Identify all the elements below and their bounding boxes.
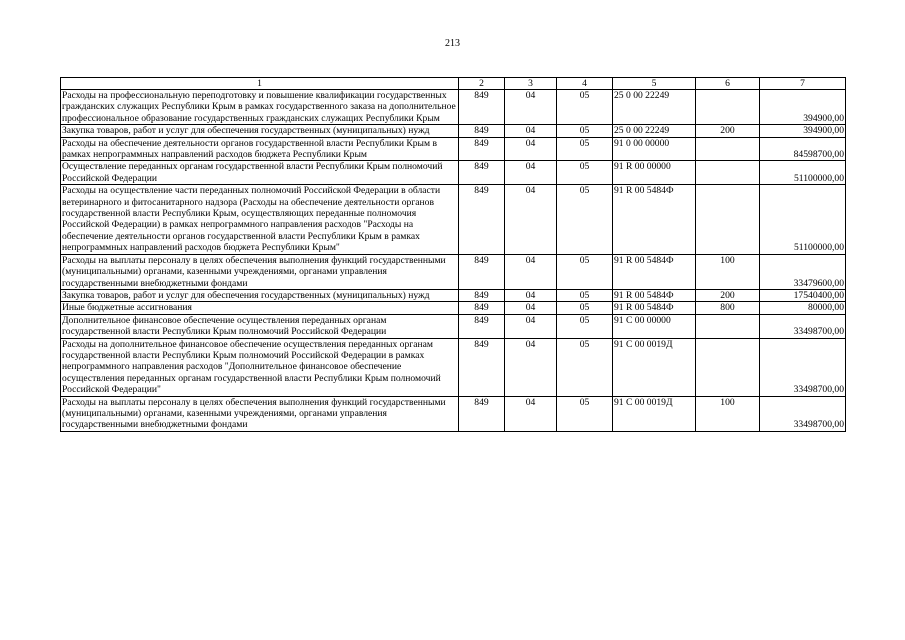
row-name-cell: Закупка товаров, работ и услуг для обеспечения государственных (муниципальных) нужд xyxy=(61,289,459,301)
expense-type-cell xyxy=(696,185,760,254)
table-row xyxy=(61,137,846,161)
subsection-code-cell: 05 xyxy=(557,161,613,185)
ministry-code-cell: 849 xyxy=(459,254,505,289)
table-row xyxy=(61,161,846,185)
ministry-code-cell: 849 xyxy=(459,338,505,396)
ministry-code-cell: 849 xyxy=(459,302,505,314)
table-row xyxy=(61,185,846,254)
row-name-cell: Расходы на выплаты персоналу в целях обеспечения выполнения функций государственными (муниципальными) органами, казенными учреждениями, органами управления государственными внебюджетными фондами xyxy=(61,396,459,431)
subsection-code-cell: 05 xyxy=(557,338,613,396)
target-article-cell: 91 С 00 00000 xyxy=(613,314,696,338)
subsection-code-cell: 05 xyxy=(557,396,613,431)
amount-cell: 33498700,00 xyxy=(760,396,846,431)
section-code-cell: 04 xyxy=(505,302,557,314)
expense-type-cell: 100 xyxy=(696,254,760,289)
amount-cell: 80000,00 xyxy=(760,302,846,314)
expense-type-cell xyxy=(696,161,760,185)
column-header: 5 xyxy=(613,78,696,90)
section-code-cell: 04 xyxy=(505,137,557,161)
target-article-cell: 91 R 00 5484Ф xyxy=(613,289,696,301)
ministry-code-cell: 849 xyxy=(459,90,505,125)
section-code-cell: 04 xyxy=(505,161,557,185)
column-header: 4 xyxy=(557,78,613,90)
expense-type-cell xyxy=(696,338,760,396)
amount-cell: 394900,00 xyxy=(760,90,846,125)
target-article-cell: 25 0 00 22249 xyxy=(613,90,696,125)
subsection-code-cell: 05 xyxy=(557,185,613,254)
page-number: 213 xyxy=(445,38,460,49)
amount-cell: 33498700,00 xyxy=(760,338,846,396)
ministry-code-cell: 849 xyxy=(459,125,505,137)
row-name-cell: Закупка товаров, работ и услуг для обеспечения государственных (муниципальных) нужд xyxy=(61,125,459,137)
row-name-cell: Осуществление переданных органам государственной власти Республики Крым полномочий Российской Федерации xyxy=(61,161,459,185)
table-row xyxy=(61,90,846,125)
subsection-code-cell: 05 xyxy=(557,137,613,161)
subsection-code-cell: 05 xyxy=(557,90,613,125)
subsection-code-cell: 05 xyxy=(557,289,613,301)
budget-table xyxy=(60,77,846,432)
ministry-code-cell: 849 xyxy=(459,314,505,338)
amount-cell: 51100000,00 xyxy=(760,161,846,185)
row-name-cell: Расходы на дополнительное финансовое обеспечение осуществления переданных органам государственной власти Республики Крым полномочий Российской Федерации в рамках непрограммного направления расходов "Дополнительное финансовое обеспечение осуществления переданных органам государственной власти Республики Крым полномочий Российской Федерации" xyxy=(61,338,459,396)
row-name-cell: Иные бюджетные ассигнования xyxy=(61,302,459,314)
table-row xyxy=(61,302,846,314)
target-article-cell: 91 С 00 0019Д xyxy=(613,396,696,431)
column-header: 2 xyxy=(459,78,505,90)
expense-type-cell: 200 xyxy=(696,289,760,301)
subsection-code-cell: 05 xyxy=(557,314,613,338)
table-row xyxy=(61,125,846,137)
amount-cell: 51100000,00 xyxy=(760,185,846,254)
target-article-cell: 91 С 00 0019Д xyxy=(613,338,696,396)
row-name-cell: Дополнительное финансовое обеспечение осуществления переданных органам государственной власти Республики Крым полномочий Российской Федерации xyxy=(61,314,459,338)
amount-cell: 84598700,00 xyxy=(760,137,846,161)
section-code-cell: 04 xyxy=(505,289,557,301)
amount-cell: 33498700,00 xyxy=(760,314,846,338)
row-name-cell: Расходы на профессиональную переподготовку и повышение квалификации государственных гражданских служащих Республики Крым в рамках государственного заказа на дополнительное профессиональное образование государственных гражданских служащих Республики Крым xyxy=(61,90,459,125)
section-code-cell: 04 xyxy=(505,125,557,137)
ministry-code-cell: 849 xyxy=(459,137,505,161)
ministry-code-cell: 849 xyxy=(459,185,505,254)
target-article-cell: 91 R 00 5484Ф xyxy=(613,185,696,254)
column-header: 6 xyxy=(696,78,760,90)
amount-cell: 17540400,00 xyxy=(760,289,846,301)
table-row xyxy=(61,338,846,396)
row-name-cell: Расходы на осуществление части переданных полномочий Российской Федерации в области ветеринарного и фитосанитарного надзора (Расходы на обеспечение деятельности органов государственной власти Республики Крым, осуществляющих переданные полномочия Российской Федерации) в рамках непрограммного направления расходов "Расходы на обеспечение деятельности органов государственной власти Республики Крым в рамках непрограммных направлений расходов бюджета Республики Крым" xyxy=(61,185,459,254)
ministry-code-cell: 849 xyxy=(459,161,505,185)
section-code-cell: 04 xyxy=(505,90,557,125)
expense-type-cell xyxy=(696,314,760,338)
column-header: 3 xyxy=(505,78,557,90)
table-body xyxy=(61,90,846,432)
table-row xyxy=(61,254,846,289)
section-code-cell: 04 xyxy=(505,185,557,254)
table-row xyxy=(61,289,846,301)
subsection-code-cell: 05 xyxy=(557,254,613,289)
section-code-cell: 04 xyxy=(505,396,557,431)
expense-type-cell: 200 xyxy=(696,125,760,137)
subsection-code-cell: 05 xyxy=(557,125,613,137)
table-row xyxy=(61,314,846,338)
row-name-cell: Расходы на выплаты персоналу в целях обеспечения выполнения функций государственными (муниципальными) органами, казенными учреждениями, органами управления государственными внебюджетными фондами xyxy=(61,254,459,289)
target-article-cell: 25 0 00 22249 xyxy=(613,125,696,137)
section-code-cell: 04 xyxy=(505,314,557,338)
expense-type-cell: 800 xyxy=(696,302,760,314)
table-row xyxy=(61,396,846,431)
expense-type-cell xyxy=(696,137,760,161)
amount-cell: 394900,00 xyxy=(760,125,846,137)
subsection-code-cell: 05 xyxy=(557,302,613,314)
column-header: 1 xyxy=(61,78,459,90)
column-header: 7 xyxy=(760,78,846,90)
expense-type-cell xyxy=(696,90,760,125)
ministry-code-cell: 849 xyxy=(459,396,505,431)
expense-type-cell: 100 xyxy=(696,396,760,431)
target-article-cell: 91 0 00 00000 xyxy=(613,137,696,161)
target-article-cell: 91 R 00 5484Ф xyxy=(613,302,696,314)
section-code-cell: 04 xyxy=(505,338,557,396)
target-article-cell: 91 R 00 00000 xyxy=(613,161,696,185)
amount-cell: 33479600,00 xyxy=(760,254,846,289)
ministry-code-cell: 849 xyxy=(459,289,505,301)
row-name-cell: Расходы на обеспечение деятельности органов государственной власти Республики Крым в рамках непрограммных направлений расходов бюджета Республики Крым xyxy=(61,137,459,161)
section-code-cell: 04 xyxy=(505,254,557,289)
target-article-cell: 91 R 00 5484Ф xyxy=(613,254,696,289)
column-number-row xyxy=(61,78,846,90)
